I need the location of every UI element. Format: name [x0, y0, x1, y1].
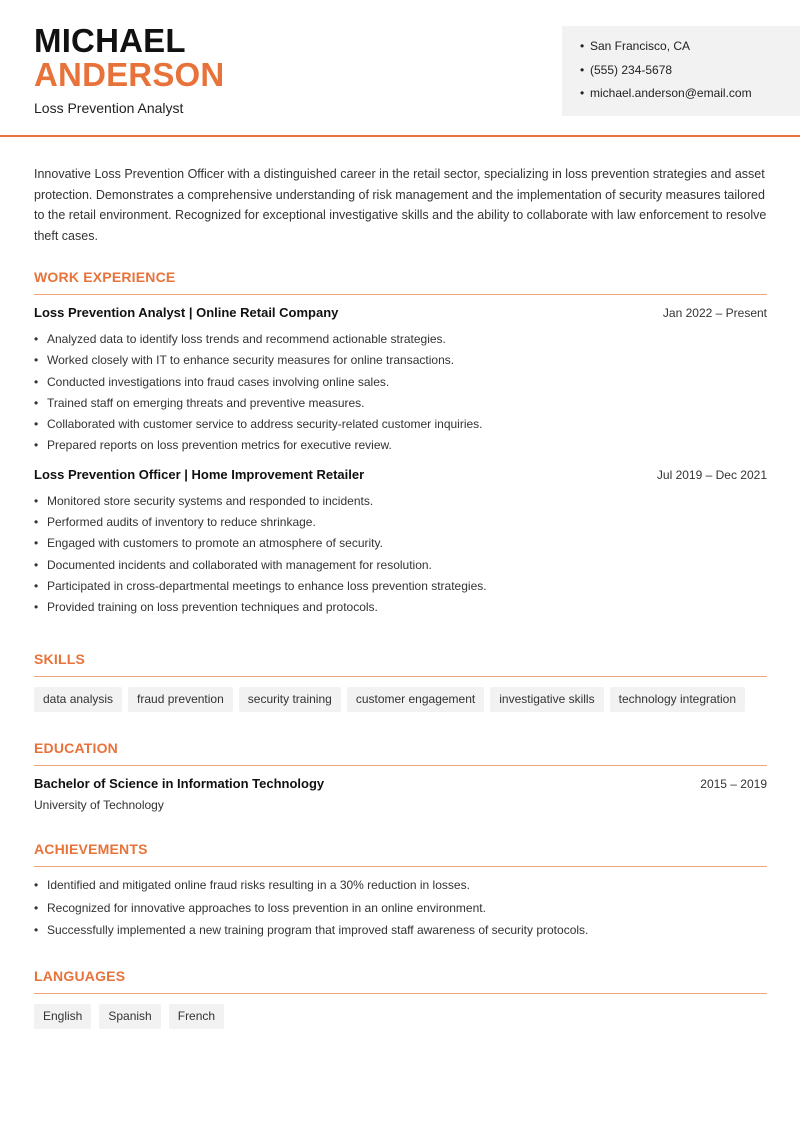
job-dates: Jan 2022 – Present — [662, 306, 767, 320]
last-name: ANDERSON — [34, 56, 225, 93]
job-entry — [34, 305, 767, 459]
job-entry — [34, 467, 767, 621]
skills-section — [34, 650, 767, 712]
bullet-icon: • — [580, 39, 585, 53]
section-title-languages: LANGUAGES — [34, 968, 126, 984]
job-bullet: • Engaged with customers to promote an atmosphere of security. — [34, 535, 767, 556]
contact-box — [562, 26, 800, 116]
bullet-icon: • — [580, 62, 585, 77]
language-tag: French — [169, 1004, 224, 1029]
job-bullets — [34, 331, 767, 459]
achievements-section — [34, 840, 767, 945]
job-header — [34, 305, 767, 329]
job-title: Loss Prevention Analyst — [34, 100, 184, 116]
contact-location — [580, 38, 800, 62]
skill-tag: data analysis — [34, 687, 122, 712]
job-header — [34, 467, 767, 491]
section-divider — [34, 294, 767, 295]
achievement-item: • Recognized for innovative approaches to loss prevention in an online environment. — [34, 900, 767, 923]
contact-location-text: San Francisco, CA — [590, 39, 691, 53]
job-bullet: • Prepared reports on loss prevention metrics for executive review. — [34, 437, 767, 458]
contact-phone — [580, 62, 800, 86]
section-title-work: WORK EXPERIENCE — [34, 269, 176, 285]
education-header — [34, 776, 767, 800]
languages-section — [34, 967, 767, 1029]
job-bullet: • Trained staff on emerging threats and preventive measures. — [34, 395, 767, 416]
contact-email[interactable] — [580, 85, 800, 109]
achievement-item: • Identified and mitigated online fraud risks resulting in a 30% reduction in losses. — [34, 877, 767, 900]
skill-tag: security training — [239, 687, 341, 712]
section-title-skills: SKILLS — [34, 651, 85, 667]
skill-tag: investigative skills — [490, 687, 603, 712]
bullet-icon: • — [580, 86, 585, 100]
job-bullet: • Provided training on loss prevention techniques and protocols. — [34, 599, 767, 620]
first-name: MICHAEL — [34, 22, 186, 59]
skill-tag: customer engagement — [347, 687, 484, 712]
section-divider — [34, 866, 767, 867]
section-title-education: EDUCATION — [34, 740, 118, 756]
job-bullet: • Monitored store security systems and responded to incidents. — [34, 493, 767, 514]
section-divider — [34, 765, 767, 766]
school-name: University of Technology — [34, 798, 164, 812]
job-bullet: • Conducted investigations into fraud cases involving online sales. — [34, 374, 767, 395]
job-dates: Jul 2019 – Dec 2021 — [656, 467, 767, 482]
summary-paragraph: Innovative Loss Prevention Officer with a distinguished career in the retail sector, specializing in loss prevention strategies and asset protection. Demonstrates a comprehensive understanding of risk management and the implementation of security measures tailored to the retail environment. Recognized for exceptional investigative skills and the ability to collaborate with law enforcement to resolve theft cases. — [34, 167, 767, 244]
work-experience-section — [34, 268, 767, 621]
job-title-company: Loss Prevention Officer | Home Improvement Retailer — [34, 466, 365, 482]
language-tags — [34, 1004, 767, 1029]
achievement-bullets — [34, 877, 767, 945]
job-bullet: • Worked closely with IT to enhance security measures for online transactions. — [34, 352, 767, 373]
section-divider — [34, 993, 767, 994]
achievement-item: • Successfully implemented a new training program that improved staff awareness of security protocols. — [34, 922, 767, 945]
language-tag: English — [34, 1004, 91, 1029]
education-dates: 2015 – 2019 — [700, 777, 767, 791]
skill-tag: technology integration — [610, 687, 745, 712]
resume-header — [0, 0, 800, 137]
job-bullets — [34, 493, 767, 621]
contact-phone-text: (555) 234-5678 — [590, 62, 673, 77]
skills-tags — [34, 687, 767, 712]
job-bullet: • Participated in cross-departmental meetings to enhance loss prevention strategies. — [34, 578, 767, 599]
education-section — [34, 739, 767, 812]
section-divider — [34, 676, 767, 677]
degree-title: Bachelor of Science in Information Technology — [34, 776, 325, 791]
job-title-company: Loss Prevention Analyst | Online Retail Company — [34, 305, 339, 320]
language-tag: Spanish — [99, 1004, 160, 1029]
contact-email-text[interactable]: michael.anderson@email.com — [590, 86, 752, 100]
job-bullet: • Collaborated with customer service to address security-related customer inquiries. — [34, 416, 767, 437]
job-bullet: • Analyzed data to identify loss trends and recommend actionable strategies. — [34, 331, 767, 352]
job-bullet: • Performed audits of inventory to reduce shrinkage. — [34, 514, 767, 535]
skill-tag: fraud prevention — [128, 687, 233, 712]
section-title-achievements: ACHIEVEMENTS — [34, 841, 148, 857]
job-bullet: • Documented incidents and collaborated with management for resolution. — [34, 557, 767, 578]
